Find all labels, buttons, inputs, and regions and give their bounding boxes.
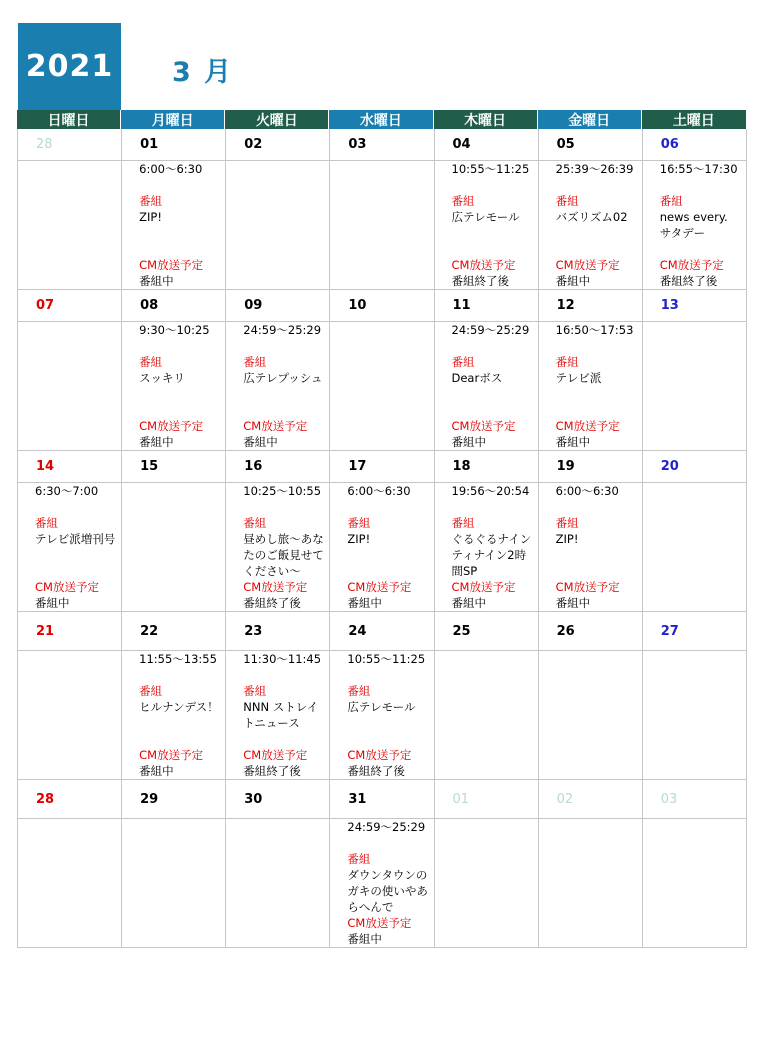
day-number: 22: [122, 612, 225, 651]
cm-label: CM放送予定: [555, 258, 620, 272]
program-label: 番組: [243, 516, 267, 530]
calendar-day[interactable]: [18, 129, 122, 290]
year-box: [18, 23, 121, 110]
cm-timing: 番組中: [555, 596, 591, 610]
calendar-day[interactable]: [539, 129, 643, 290]
broadcast-time: 9:30～10:25: [139, 323, 210, 337]
day-number: 05: [539, 129, 642, 161]
calendar-weeks: [17, 129, 746, 948]
day-schedule: [226, 483, 329, 611]
spacer: [347, 499, 429, 515]
calendar-day[interactable]: [435, 129, 539, 290]
weekday-header: [17, 110, 746, 129]
weekday-tue: 火曜日: [225, 110, 329, 129]
cm-timing: 番組中: [451, 435, 486, 449]
calendar-day[interactable]: [539, 780, 643, 948]
calendar-week: [17, 612, 746, 780]
day-schedule: [122, 322, 225, 450]
cm-label: CM放送予定: [347, 916, 412, 930]
calendar-day[interactable]: [539, 612, 643, 780]
day-schedule: [643, 819, 746, 947]
calendar-day[interactable]: [226, 451, 330, 612]
day-number: 13: [643, 290, 746, 322]
year-label: 2021: [25, 49, 114, 84]
day-number: 11: [435, 290, 538, 322]
day-number: 01: [435, 780, 538, 819]
program-name: news every. サタデー: [659, 210, 728, 240]
day-number: 31: [330, 780, 433, 819]
calendar-day[interactable]: [122, 780, 226, 948]
calendar-day[interactable]: [330, 290, 434, 451]
cm-timing: 番組終了後: [243, 596, 301, 610]
day-schedule: [643, 651, 746, 779]
calendar-day[interactable]: [330, 612, 434, 780]
broadcast-time: 6:00～6:30: [139, 162, 203, 176]
day-schedule: [122, 483, 225, 611]
program-label: 番組: [555, 516, 579, 530]
spacer: [556, 177, 638, 193]
day-number: 12: [539, 290, 642, 322]
calendar-day[interactable]: [539, 451, 643, 612]
broadcast-time: 24:59～25:29: [243, 323, 322, 337]
cm-timing: 番組終了後: [451, 274, 509, 288]
program-label: 番組: [243, 684, 267, 698]
day-schedule: [643, 161, 746, 289]
cm-timing: 番組中: [451, 596, 486, 610]
program-name: バズリズム02: [555, 210, 628, 224]
program-label: 番組: [555, 194, 579, 208]
program-label: 番組: [659, 194, 683, 208]
spacer: [139, 338, 221, 354]
cm-timing: 番組終了後: [347, 764, 405, 778]
spacer: [243, 499, 325, 515]
cm-label: CM放送予定: [451, 580, 516, 594]
day-number: 15: [122, 451, 225, 483]
calendar-day[interactable]: [330, 780, 434, 948]
program-label: 番組: [451, 516, 475, 530]
program-label: 番組: [451, 355, 475, 369]
broadcast-time: 16:55～17:30: [659, 162, 738, 176]
day-number: 08: [122, 290, 225, 322]
calendar-day[interactable]: [122, 290, 226, 451]
calendar-day[interactable]: [18, 780, 122, 948]
cm-label: CM放送予定: [35, 580, 99, 594]
day-number: 03: [330, 129, 433, 161]
calendar-day[interactable]: [539, 290, 643, 451]
cm-label: CM放送予定: [243, 580, 308, 594]
program-name: ZIP!: [347, 532, 371, 546]
spacer: [556, 338, 638, 354]
spacer: [243, 667, 325, 683]
calendar-day[interactable]: [435, 612, 539, 780]
day-number: 01: [122, 129, 225, 161]
day-number: 27: [643, 612, 746, 651]
calendar-day[interactable]: [643, 780, 747, 948]
calendar-day[interactable]: [226, 612, 330, 780]
day-number: 23: [226, 612, 329, 651]
broadcast-time: 6:30～7:00: [35, 484, 99, 498]
broadcast-time: 10:25～10:55: [243, 484, 322, 498]
cm-label: CM放送予定: [451, 258, 516, 272]
broadcast-time: 19:56～20:54: [451, 484, 530, 498]
broadcast-time: 10:55～11:25: [451, 162, 530, 176]
spacer: [452, 499, 534, 515]
program-label: 番組: [347, 516, 371, 530]
cm-timing: 番組中: [139, 435, 174, 449]
day-schedule: [435, 819, 538, 947]
cm-timing: 番組中: [139, 274, 174, 288]
calendar-day[interactable]: [435, 290, 539, 451]
program-name: 広テレプッシュ: [243, 371, 323, 385]
day-schedule: [539, 322, 642, 450]
calendar-day[interactable]: [643, 290, 747, 451]
spacer: [35, 499, 117, 515]
program-label: 番組: [555, 355, 579, 369]
cm-label: CM放送予定: [139, 748, 204, 762]
cm-label: CM放送予定: [243, 419, 308, 433]
day-number: 25: [435, 612, 538, 651]
cm-label: CM放送予定: [347, 580, 412, 594]
weekday-sun: 日曜日: [17, 110, 121, 129]
day-schedule: [539, 483, 642, 611]
day-schedule: [226, 651, 329, 779]
calendar-day[interactable]: [643, 612, 747, 780]
program-name: スッキリ: [139, 371, 186, 385]
program-label: 番組: [347, 852, 371, 866]
day-number: 17: [330, 451, 433, 483]
day-number: 21: [18, 612, 121, 651]
day-number: 18: [435, 451, 538, 483]
program-name: テレビ派増刊号: [35, 532, 116, 546]
month-label: 3 月: [172, 57, 234, 88]
broadcast-time: 11:55～13:55: [139, 652, 217, 666]
calendar-day[interactable]: [435, 780, 539, 948]
day-schedule: [18, 819, 121, 947]
day-number: 02: [226, 129, 329, 161]
day-number: 10: [330, 290, 433, 322]
program-name: 広テレモール: [347, 700, 416, 714]
program-label: 番組: [243, 355, 267, 369]
calendar-day[interactable]: [643, 129, 747, 290]
program-label: 番組: [35, 516, 58, 530]
weekday-wed: 水曜日: [329, 110, 433, 129]
program-label: 番組: [347, 684, 371, 698]
calendar-week: [17, 129, 746, 290]
calendar-day[interactable]: [18, 451, 122, 612]
calendar-day[interactable]: [226, 780, 330, 948]
program-label: 番組: [451, 194, 475, 208]
calendar-day[interactable]: [122, 129, 226, 290]
day-schedule: [330, 161, 433, 289]
broadcast-time: 10:55～11:25: [347, 652, 426, 666]
spacer: [556, 499, 638, 515]
cm-label: CM放送予定: [347, 748, 412, 762]
calendar-day[interactable]: [18, 612, 122, 780]
day-schedule: [18, 483, 121, 611]
day-number: 03: [643, 780, 746, 819]
calendar-day[interactable]: [122, 451, 226, 612]
spacer: [660, 177, 742, 193]
program-name: Dearボス: [451, 371, 503, 385]
calendar-week: [17, 290, 746, 451]
day-number: 07: [18, 290, 121, 322]
program-name: テレビ派: [555, 371, 602, 385]
day-schedule: [226, 161, 329, 289]
day-number: 28: [18, 129, 121, 161]
day-schedule: [539, 161, 642, 289]
day-schedule: [122, 161, 225, 289]
cm-label: CM放送予定: [243, 748, 308, 762]
day-number: 29: [122, 780, 225, 819]
day-schedule: [330, 322, 433, 450]
broadcast-time: 24:59～25:29: [347, 820, 426, 834]
spacer: [347, 835, 429, 851]
day-number: 02: [539, 780, 642, 819]
day-schedule: [539, 819, 642, 947]
day-schedule: [18, 161, 121, 289]
broadcast-time: 25:39～26:39: [555, 162, 634, 176]
program-name: ZIP!: [139, 210, 162, 224]
program-name: ダウンタウンのガキの使いやあらへんで: [347, 868, 428, 914]
day-schedule: [330, 819, 433, 947]
spacer: [139, 667, 221, 683]
calendar-day[interactable]: [226, 129, 330, 290]
day-schedule: [226, 819, 329, 947]
day-number: 26: [539, 612, 642, 651]
day-schedule: [435, 322, 538, 450]
calendar-day[interactable]: [330, 129, 434, 290]
cm-label: CM放送予定: [451, 419, 516, 433]
day-schedule: [435, 161, 538, 289]
cm-timing: 番組中: [243, 435, 278, 449]
program-name: ぐるぐるナインティナイン2時間SP: [451, 532, 532, 578]
day-schedule: [330, 651, 433, 779]
calendar-day[interactable]: [330, 451, 434, 612]
spacer: [452, 177, 534, 193]
day-schedule: [330, 483, 433, 611]
calendar-week: [17, 780, 746, 948]
program-label: 番組: [139, 355, 163, 369]
weekday-sat: 土曜日: [642, 110, 746, 129]
calendar-day[interactable]: [122, 612, 226, 780]
day-schedule: [18, 651, 121, 779]
day-schedule: [18, 322, 121, 450]
cm-label: CM放送予定: [659, 258, 724, 272]
day-schedule: [122, 819, 225, 947]
calendar-day[interactable]: [435, 451, 539, 612]
day-number: 19: [539, 451, 642, 483]
day-number: 09: [226, 290, 329, 322]
cm-timing: 番組中: [555, 435, 591, 449]
cm-label: CM放送予定: [555, 580, 620, 594]
program-name: ヒルナンデス！: [139, 700, 219, 714]
day-schedule: [122, 651, 225, 779]
cm-timing: 番組終了後: [659, 274, 718, 288]
day-schedule: [643, 483, 746, 611]
day-schedule: [539, 651, 642, 779]
cm-timing: 番組中: [35, 596, 70, 610]
calendar-week: [17, 451, 746, 612]
program-label: 番組: [139, 194, 163, 208]
day-number: 28: [18, 780, 121, 819]
program-name: 広テレモール: [451, 210, 520, 224]
cm-label: CM放送予定: [139, 419, 204, 433]
spacer: [243, 338, 325, 354]
day-schedule: [435, 651, 538, 779]
day-number: 24: [330, 612, 433, 651]
day-number: 30: [226, 780, 329, 819]
program-name: 昼めし旅～あなたのご飯見せてください～: [243, 532, 324, 578]
broadcast-time: 11:30～11:45: [243, 652, 322, 666]
calendar: [17, 110, 746, 948]
day-number: 20: [643, 451, 746, 483]
cm-label: CM放送予定: [555, 419, 620, 433]
cm-timing: 番組中: [347, 932, 382, 946]
calendar-day[interactable]: [18, 290, 122, 451]
cm-timing: 番組中: [139, 764, 174, 778]
spacer: [347, 667, 429, 683]
day-number: 16: [226, 451, 329, 483]
day-number: 04: [435, 129, 538, 161]
calendar-day[interactable]: [226, 290, 330, 451]
cm-label: CM放送予定: [139, 258, 204, 272]
day-schedule: [643, 322, 746, 450]
day-number: 14: [18, 451, 121, 483]
weekday-thu: 木曜日: [434, 110, 538, 129]
day-schedule: [226, 322, 329, 450]
broadcast-time: 24:59～25:29: [451, 323, 530, 337]
spacer: [139, 177, 221, 193]
broadcast-time: 16:50～17:53: [555, 323, 634, 337]
cm-timing: 番組中: [347, 596, 382, 610]
cm-timing: 番組終了後: [243, 764, 301, 778]
day-schedule: [435, 483, 538, 611]
cm-timing: 番組中: [555, 274, 591, 288]
spacer: [452, 338, 534, 354]
program-name: ZIP!: [555, 532, 579, 546]
weekday-mon: 月曜日: [121, 110, 225, 129]
broadcast-time: 6:00～6:30: [347, 484, 411, 498]
broadcast-time: 6:00～6:30: [555, 484, 619, 498]
weekday-fri: 金曜日: [538, 110, 642, 129]
program-name: NNN ストレイトニュース: [243, 700, 319, 730]
program-label: 番組: [139, 684, 163, 698]
day-number: 06: [643, 129, 746, 161]
calendar-day[interactable]: [643, 451, 747, 612]
